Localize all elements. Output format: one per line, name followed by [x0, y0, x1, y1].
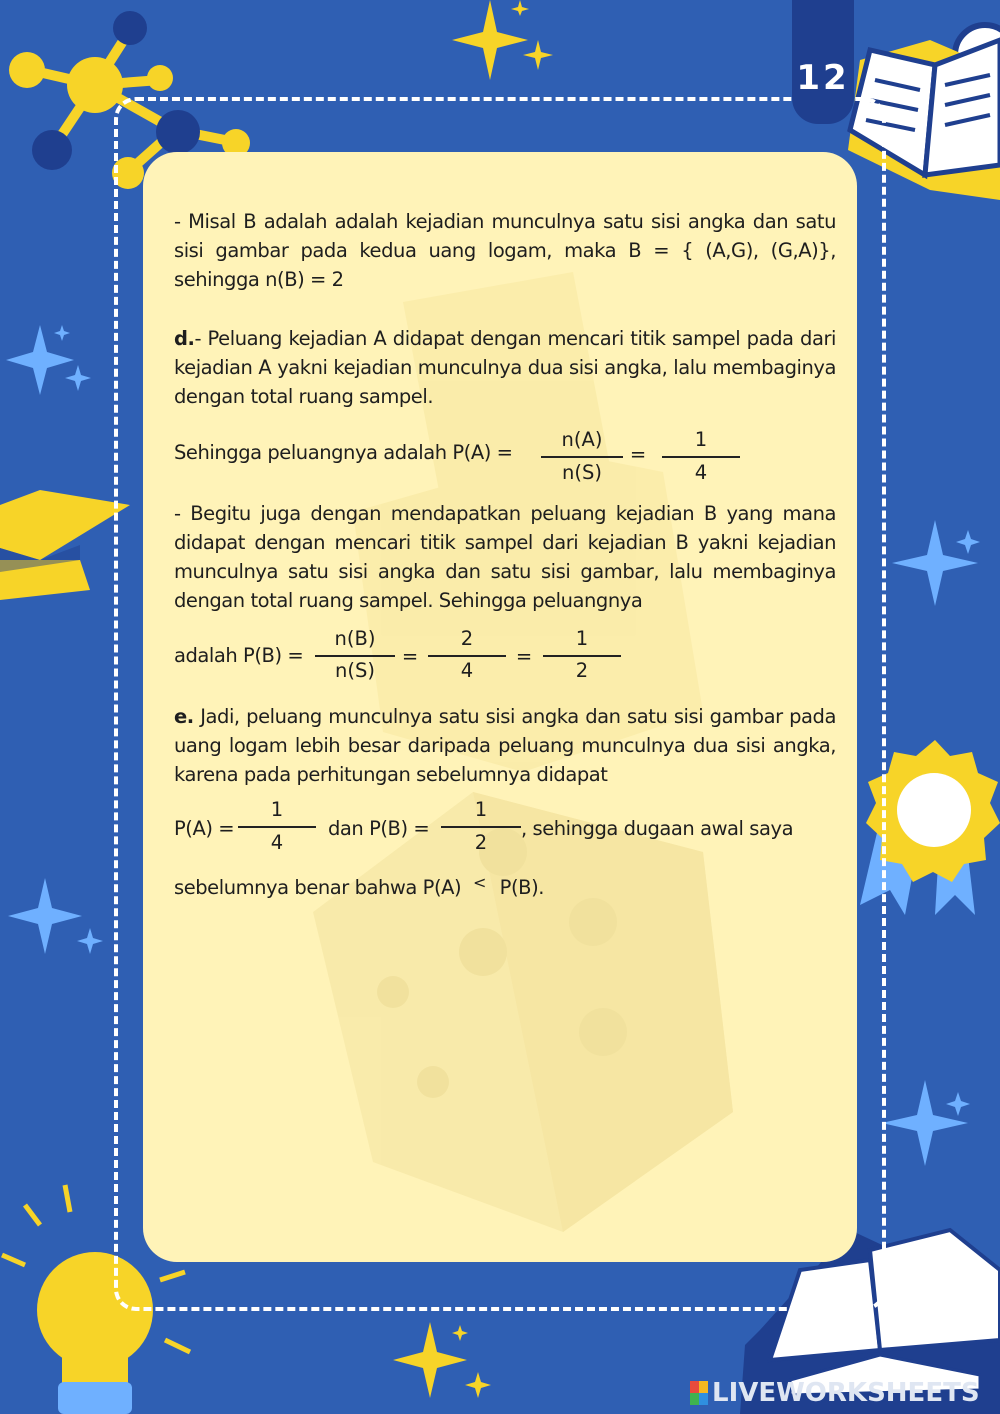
formula-pb-den3: 2: [575, 659, 589, 682]
conclusion-part2: P(B).: [499, 876, 544, 899]
formula-pb-den2: 4: [460, 659, 474, 682]
paragraph-e-text: Jadi, peluang munculnya satu sisi angka dan satu sisi gambar pada uang logam lebih besar daripada peluang munculnya dua sisi angka, karena pada perhitungan sebelumnya didapat: [174, 705, 836, 786]
sparkle-icon: [452, 0, 553, 80]
brand-square: [699, 1381, 708, 1393]
less-than-symbol: <: [472, 873, 486, 892]
formula-pb-num1: n(B): [334, 627, 376, 650]
formula-pa-num1: n(A): [561, 428, 603, 451]
formula-compare-den2: 2: [474, 831, 488, 854]
paragraph-d-text: - Peluang kejadian A didapat dengan mencari titik sampel pada dari kejadian A yakni kejadian munculnya dua sisi angka, lalu membaginya dengan total ruang sampel.: [174, 327, 836, 408]
paragraph-event-b: - Misal B adalah adalah kejadian munculnya satu sisi angka dan satu sisi gambar pada kedua uang logam, maka B = { (A,G), (G,A)}, sehingga n(B) = 2: [174, 210, 836, 291]
page-number-tab: [792, 0, 854, 124]
formula-pa-equals: =: [629, 443, 647, 466]
fraction-bar: [662, 456, 740, 458]
formula-pa-den2: 4: [694, 461, 708, 484]
label-e: e.: [174, 705, 194, 728]
sparkle-icon: [393, 1322, 491, 1398]
fraction-bar: [541, 456, 623, 458]
brand-square: [699, 1393, 708, 1405]
formula-compare-prefix: P(A) =: [174, 817, 235, 840]
brand-square: [690, 1393, 699, 1405]
formula-compare-suffix: , sehingga dugaan awal saya: [521, 817, 794, 840]
fraction-bar: [238, 826, 316, 828]
formula-pb-num3: 1: [575, 627, 589, 650]
sparkle-icon: [6, 325, 103, 954]
formula-compare-num1: 1: [270, 798, 284, 821]
formula-pb-eq2: =: [515, 645, 533, 668]
formula-pb-den1: n(S): [335, 659, 375, 682]
formula-compare-middle: dan P(B) =: [328, 817, 430, 840]
fraction-bar: [543, 655, 621, 657]
formula-pa-num2: 1: [694, 428, 708, 451]
formula-pa-den1: n(S): [562, 461, 602, 484]
formula-pa-prefix: Sehingga peluangnya adalah P(A) =: [174, 441, 513, 464]
formula-pb-prefix: adalah P(B) =: [174, 644, 304, 667]
formula-pb-num2: 2: [460, 627, 474, 650]
brand-squares-icon: [690, 1381, 708, 1405]
conclusion-part1: sebelumnya benar bahwa P(A): [174, 876, 462, 899]
conclusion-line: [174, 873, 544, 899]
fraction-bar: [315, 655, 395, 657]
paragraph-event-b-probability: - Begitu juga dengan mendapatkan peluang kejadian B yang mana didapat dengan mencari titik sampel dari kejadian B yakni kejadian munculnya satu sisi angka dan satu sisi gambar, lalu membaginya dengan total ruang sampel. Sehingga peluangnya: [174, 502, 836, 612]
page-number: 12: [796, 58, 850, 98]
formula-pb-eq1: =: [401, 645, 419, 668]
liveworksheets-logo: [690, 1378, 980, 1408]
paragraph-e: [174, 702, 836, 789]
fraction-bar: [428, 655, 506, 657]
fraction-bar: [441, 826, 521, 828]
formula-compare-num2: 1: [474, 798, 488, 821]
paragraph-d: [174, 324, 836, 411]
label-d: d.: [174, 327, 195, 350]
graduation-cap-icon: [0, 490, 130, 600]
formula-compare-den1: 4: [270, 831, 284, 854]
brand-text: LIVEWORKSHEETS: [712, 1378, 980, 1408]
brand-square: [690, 1381, 699, 1393]
